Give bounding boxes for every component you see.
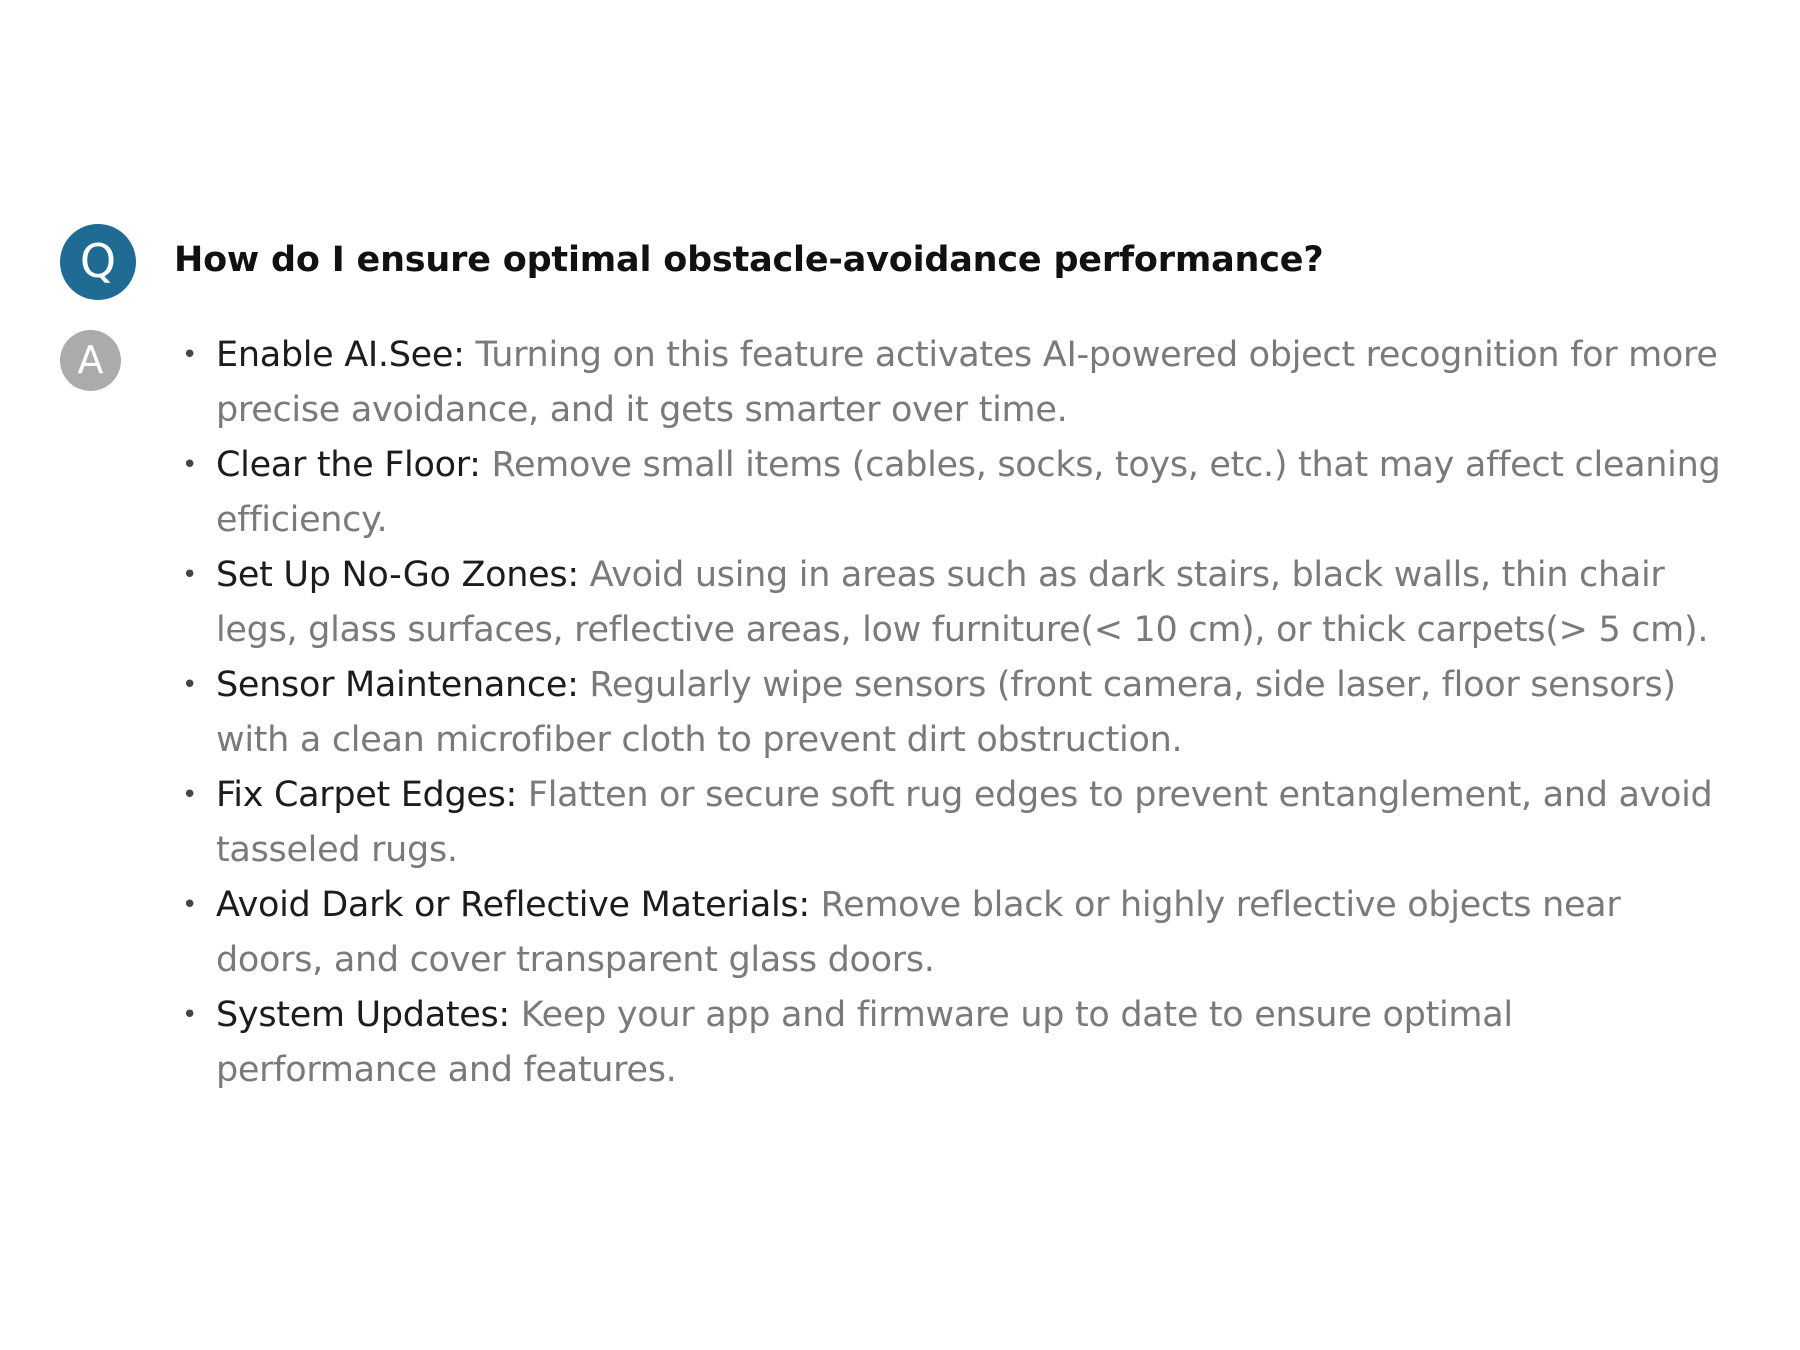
bullet: • — [182, 670, 198, 700]
answer-item-text: Turning on this feature activates AI-powered object recognition for more precise avoidance, and it gets smarter over time. — [216, 335, 1718, 430]
bullet: • — [182, 780, 198, 810]
answer-item-enable-ai-see — [174, 328, 1734, 438]
answer-item-title: System Updates: — [216, 995, 521, 1035]
question-heading: How do I ensure optimal obstacle-avoidance performance? — [174, 240, 1324, 280]
answer-item-text: Flatten or secure soft rug edges to prevent entanglement, and avoid tasseled rugs. — [216, 775, 1713, 870]
answer-item-title: Fix Carpet Edges: — [216, 775, 528, 815]
question-badge — [60, 224, 136, 300]
answer-item-system-updates — [174, 988, 1734, 1098]
answer-item-text: Keep your app and firmware up to date to ensure optimal performance and features. — [216, 995, 1513, 1090]
question-badge-letter: Q — [79, 234, 117, 288]
answer-item-title: Enable AI.See: — [216, 335, 476, 375]
answer-item-sensor-maintenance — [174, 658, 1734, 768]
answer-item-avoid-dark-materials — [174, 878, 1734, 988]
bullet: • — [182, 450, 198, 480]
answer-item-no-go-zones — [174, 548, 1734, 658]
answer-item-text: Avoid using in areas such as dark stairs, black walls, thin chair legs, glass surfaces, reflective areas, low furniture(< 10 cm), or thick carpets(> 5 cm). — [216, 555, 1709, 650]
bullet: • — [182, 340, 198, 370]
bullet: • — [182, 890, 198, 920]
answer-item-title: Clear the Floor: — [216, 445, 492, 485]
bullet: • — [182, 1000, 198, 1030]
answer-item-title: Sensor Maintenance: — [216, 665, 590, 705]
answer-item-title: Avoid Dark or Reflective Materials: — [216, 885, 821, 925]
answer-item-text: Remove black or highly reflective objects near doors, and cover transparent glass doors. — [216, 885, 1621, 980]
answer-item-clear-the-floor — [174, 438, 1734, 548]
bullet: • — [182, 560, 198, 590]
answer-badge — [60, 330, 121, 391]
answer-item-fix-carpet-edges — [174, 768, 1734, 878]
answer-badge-letter: A — [77, 338, 104, 382]
answer-item-text: Regularly wipe sensors (front camera, side laser, floor sensors) with a clean microfiber cloth to prevent dirt obstruction. — [216, 665, 1676, 760]
answer-list — [174, 328, 1734, 1098]
answer-item-title: Set Up No-Go Zones: — [216, 555, 590, 595]
answer-item-text: Remove small items (cables, socks, toys, etc.) that may affect cleaning efficiency. — [216, 445, 1721, 540]
